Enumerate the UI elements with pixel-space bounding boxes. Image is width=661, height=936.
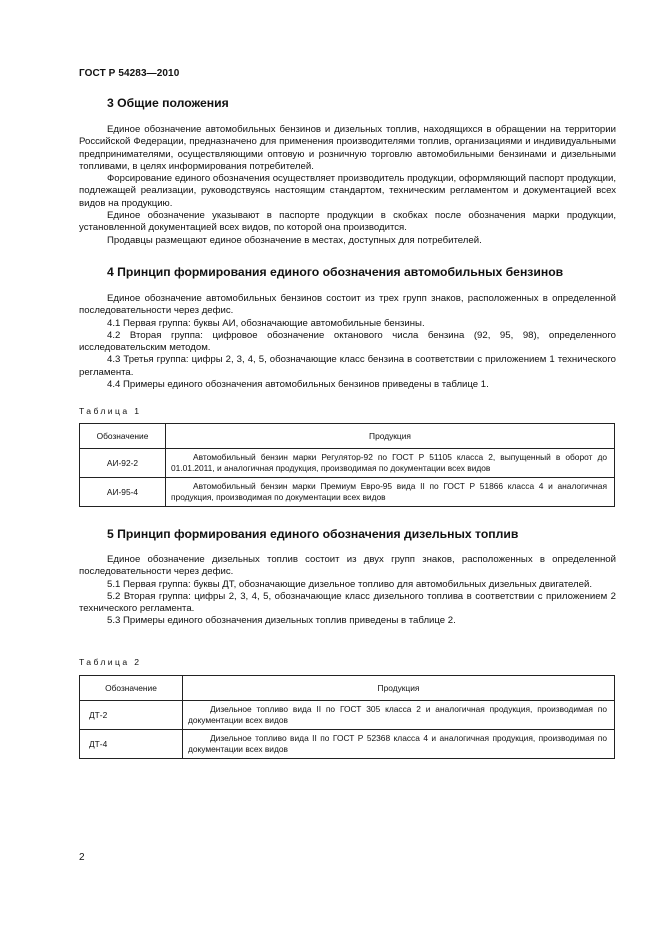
table-row [80, 478, 615, 507]
paragraph: Единое обозначение дизельных топлив состоит из двух групп знаков, расположенных в определенной последовательности через дефис. [79, 554, 616, 578]
section-4-heading: 4 Принцип формирования единого обозначения автомобильных бензинов [107, 265, 564, 279]
table-2 [79, 675, 615, 759]
product-cell [166, 478, 615, 507]
paragraph: Продавцы размещают единое обозначение в местах, доступных для потребителей. [107, 234, 482, 246]
table-row [80, 701, 615, 730]
paragraph: Форсирование единого обозначения осуществляет производитель продукции, оформляющий паспорт продукции, подлежащей реализации, руководствуясь настоящим стандартом, техническим регламентом и документацией всех видов на продукцию. [79, 173, 616, 209]
column-header: Продукция [166, 424, 615, 449]
paragraph: 5.2 Вторая группа: цифры 2, 3, 4, 5, обозначающие класс дизельного топлива в соответствии с приложением 2 технического регламента. [79, 590, 616, 615]
table-row [80, 730, 615, 759]
table-row [80, 449, 615, 478]
product-cell [183, 701, 615, 730]
paragraph: 4.1 Первая группа: буквы АИ, обозначающие автомобильные бензины. [107, 317, 425, 329]
product-text: Автомобильный бензин марки Премиум Евро-95 вида II по ГОСТ Р 51866 класса 4 и аналогичная продукция, производимая по документации всех видов [171, 481, 607, 502]
paragraph: 5.3 Примеры единого обозначения дизельных топлив приведены в таблице 2. [107, 615, 456, 627]
product-cell [166, 449, 615, 478]
designation-cell: АИ-92-2 [80, 449, 166, 478]
product-text: Дизельное топливо вида II по ГОСТ 305 класса 2 и аналогичная продукция, производимая по документации всех видов [188, 704, 607, 725]
product-cell [183, 730, 615, 759]
section-3-body [79, 124, 616, 247]
paragraph: Единое обозначение автомобильных бензинов состоит из трех групп знаков, расположенных в определенной последовательности через дефис. [79, 293, 616, 317]
designation-cell: ДТ-2 [80, 701, 183, 730]
table-header-row [80, 424, 615, 449]
paragraph: 5.1 Первая группа: буквы ДТ, обозначающие дизельное топливо для автомобильных дизельных двигателей. [107, 578, 592, 590]
section-5-heading: 5 Принцип формирования единого обозначения дизельных топлив [107, 527, 519, 541]
document-header: ГОСТ Р 54283—2010 [79, 68, 180, 79]
column-header: Продукция [183, 676, 615, 701]
paragraph: Единое обозначение автомобильных бензинов и дизельных топлив, находящихся в обращении на территории Российской Федерации, предназначено для применения производителями топлив, организациями и индивидуальными предпринимателями, осуществляющими оптовую и розничную торговлю автомобильными бензинами и дизельными топливами, в целях информирования потребителей. [79, 124, 616, 172]
table-1-caption: Таблица 1 [79, 406, 142, 416]
product-text: Дизельное топливо вида II по ГОСТ Р 52368 класса 4 и аналогичная продукция, производимая по документации всех видов [188, 733, 607, 754]
page-number: 2 [79, 852, 85, 863]
paragraph: 4.3 Третья группа: цифры 2, 3, 4, 5, обозначающие класс бензина в соответствии с приложением 1 технического регламента. [79, 354, 616, 378]
paragraph: 4.4 Примеры единого обозначения автомобильных бензинов приведены в таблице 1. [107, 379, 489, 391]
section-4-body [79, 293, 616, 391]
product-text: Автомобильный бензин марки Регулятор-92 по ГОСТ Р 51105 класса 2, выпущенный в оборот до 01.01.2011, и аналогичная продукция, производимая по документации всех видов [171, 452, 607, 473]
column-header: Обозначение [80, 676, 183, 701]
paragraph: Единое обозначение указывают в паспорте продукции в скобках после обозначения марки продукции, установленной документацией всех видов, по которой она производится. [79, 210, 616, 234]
designation-cell: ДТ-4 [80, 730, 183, 759]
section-5-body [79, 554, 616, 628]
section-3-heading: 3 Общие положения [107, 96, 229, 110]
table-1 [79, 423, 615, 507]
table-2-caption: Таблица 2 [79, 657, 142, 667]
table-header-row [80, 676, 615, 701]
paragraph: 4.2 Вторая группа: цифровое обозначение октанового числа бензина (92, 95, 98), определенного исследовательским методом. [79, 329, 616, 354]
column-header: Обозначение [80, 424, 166, 449]
designation-cell: АИ-95-4 [80, 478, 166, 507]
